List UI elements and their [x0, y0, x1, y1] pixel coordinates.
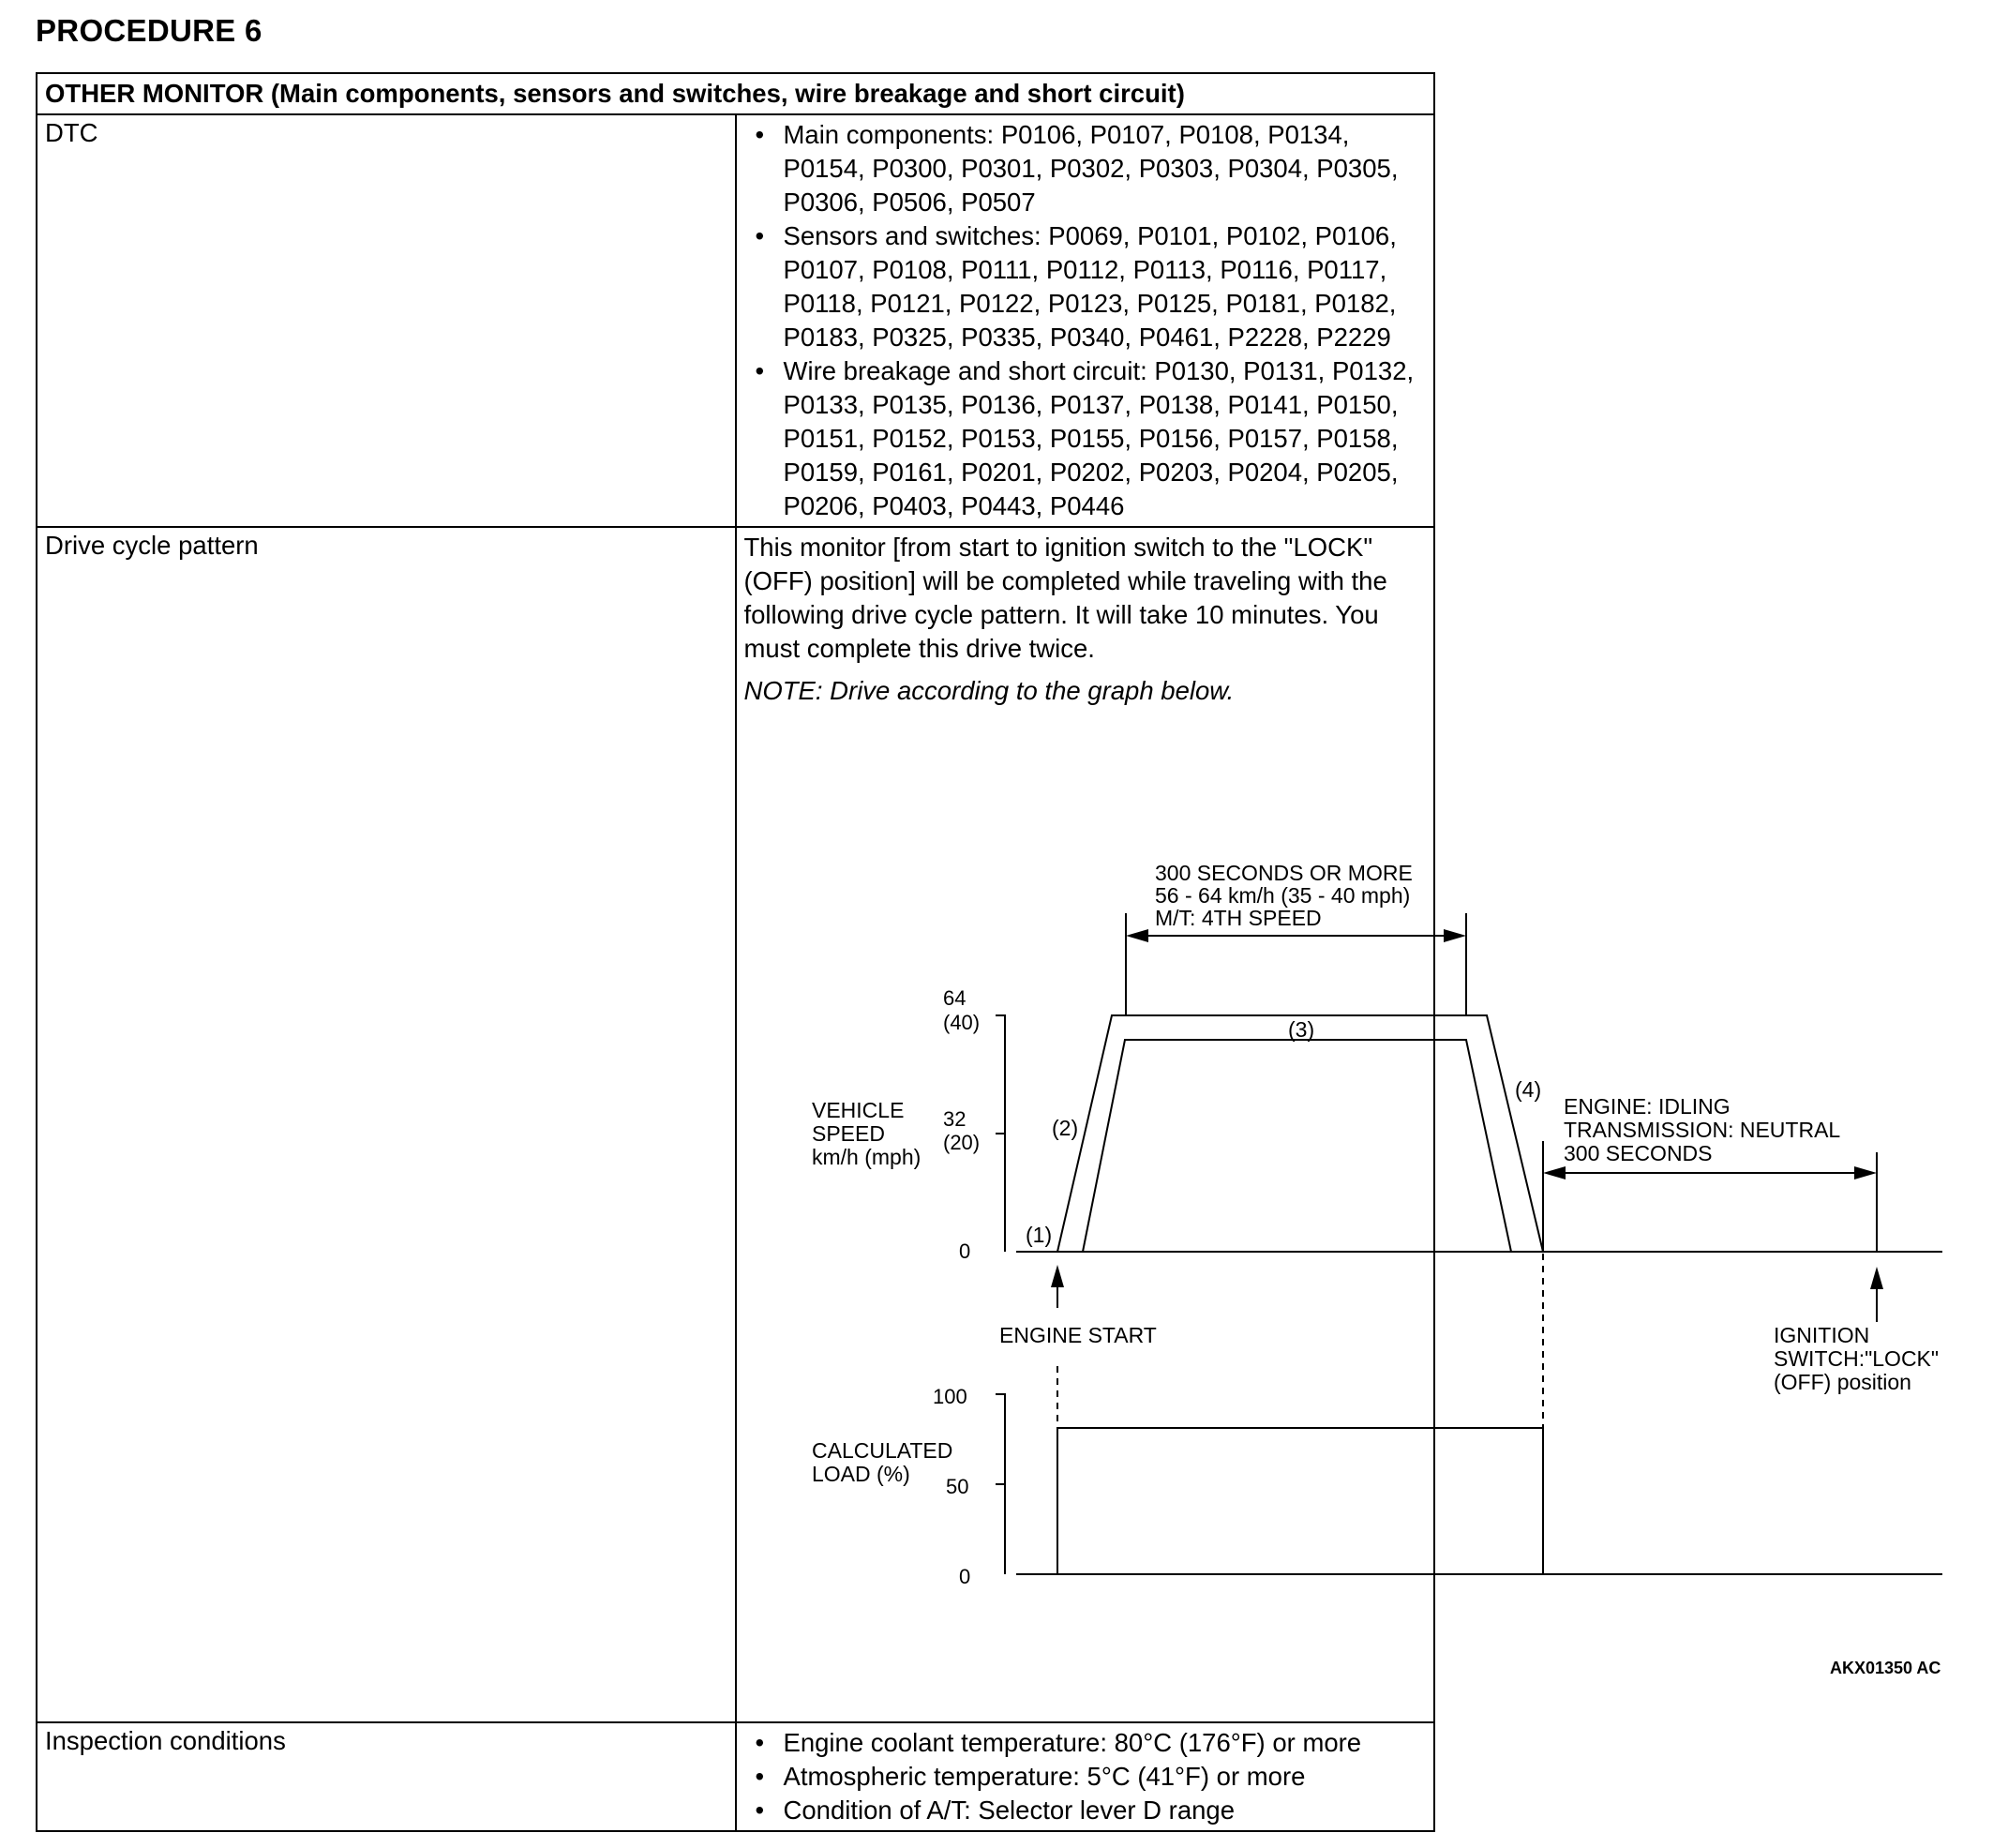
dtc-main-components: • Main components: P0106, P0107, P0108, P0134, P0154, P0300, P0301, P0302, P0303, P0304, P0305, P0306, P0506, P0507 — [744, 118, 1427, 219]
cruise-arrowhead-right — [1444, 929, 1466, 942]
drive-cycle-text: This monitor [from start to ignition switch to the "LOCK" (OFF) position] will be completed while traveling with the following drive cycle pattern. It will take 10 minutes. You must complete this drive twice. — [743, 533, 1387, 663]
speed-tick-40mph-label: (40) — [942, 1011, 980, 1034]
cruise-label-gear: M/T: 4TH SPEED — [1154, 906, 1322, 930]
idle-label-time: 300 SECONDS — [1563, 1141, 1713, 1165]
table-header: OTHER MONITOR (Main components, sensors and switches, wire breakage and short circuit) — [37, 73, 1434, 114]
speed-axis-title-line1: VEHICLE — [811, 1098, 904, 1122]
load-profile — [1057, 1428, 1543, 1574]
cruise-label-time: 300 SECONDS OR MORE — [1154, 861, 1413, 885]
speed-profile-outer — [1057, 1015, 1543, 1252]
engine-start-label: ENGINE START — [998, 1323, 1157, 1347]
ignition-off-arrowhead — [1870, 1267, 1883, 1289]
idle-arrowhead-right — [1854, 1166, 1877, 1179]
ignition-label-line1: IGNITION — [1773, 1323, 1869, 1347]
drive-cycle-content — [736, 527, 1941, 1722]
inspection-atmospheric: • Atmospheric temperature: 5°C (41°F) or more — [744, 1760, 1427, 1794]
engine-start-arrowhead — [1051, 1265, 1064, 1287]
inspection-label: Inspection conditions — [37, 1722, 736, 1831]
inspection-content — [736, 1722, 1435, 1831]
inspection-coolant: • Engine coolant temperature: 80°C (176°F) or more — [744, 1726, 1427, 1760]
load-axis-title-line2: LOAD (%) — [811, 1462, 910, 1486]
table-header-row — [37, 73, 1434, 114]
load-tick-100-label: 100 — [932, 1385, 967, 1408]
drive-cycle-graph — [538, 166, 2008, 1848]
speed-tick-64-label: 64 — [942, 986, 966, 1010]
step-2-label: (2) — [1051, 1116, 1078, 1140]
idle-label-engine: ENGINE: IDLING — [1563, 1094, 1731, 1119]
step-4-label: (4) — [1514, 1077, 1541, 1102]
dtc-wire-breakage: • Wire breakage and short circuit: P0130, P0131, P0132, P0133, P0135, P0136, P0137, P0138, P0141, P0150, P0151, P0152, P0153, P0155, P0156, P0157, P0158, P0159, P0161, P0201, P0202, P0203, P0204, P0205, P0206, P0403, P0443, P0446 — [744, 354, 1427, 523]
drive-cycle-label: Drive cycle pattern — [37, 527, 736, 1722]
drive-cycle-note: NOTE: Drive according to the graph below. — [743, 676, 1235, 705]
speed-tick-0-label: 0 — [958, 1240, 970, 1263]
inspection-list — [744, 1726, 1427, 1827]
ignition-label-line3: (OFF) position — [1773, 1370, 1911, 1394]
speed-axis-title-line3: km/h (mph) — [811, 1145, 921, 1169]
speed-axis-title-line2: SPEED — [811, 1121, 885, 1146]
dtc-sensors-switches: • Sensors and switches: P0069, P0101, P0102, P0106, P0107, P0108, P0111, P0112, P0113, P0116, P0117, P0118, P0121, P0122, P0123, P0125, P0181, P0182, P0183, P0325, P0335, P0340, P0461, P2228, P2229 — [744, 219, 1427, 354]
drive-cycle-row — [37, 527, 1434, 1722]
load-tick-0-label: 0 — [958, 1565, 970, 1588]
dtc-label: DTC — [37, 114, 736, 527]
idle-label-transmission: TRANSMISSION: NEUTRAL — [1563, 1118, 1840, 1142]
speed-tick-20mph-label: (20) — [942, 1131, 980, 1154]
procedure-title: PROCEDURE 6 — [36, 13, 262, 48]
cruise-arrowhead-left — [1126, 929, 1148, 942]
speed-tick-32-label: 32 — [942, 1107, 966, 1131]
drive-cycle-graph-area — [744, 708, 1941, 1720]
load-tick-50-label: 50 — [945, 1475, 968, 1498]
procedure-table — [36, 72, 1941, 1832]
ignition-label-line2: SWITCH:"LOCK" — [1773, 1346, 1939, 1371]
step-1-label: (1) — [1025, 1223, 1052, 1247]
idle-arrowhead-left — [1543, 1166, 1566, 1179]
load-axis-title-line1: CALCULATED — [811, 1438, 952, 1463]
inspection-at-condition: • Condition of A/T: Selector lever D range — [744, 1794, 1427, 1827]
figure-code: AKX01350 AC — [1829, 1659, 1941, 1677]
step-3-label: (3) — [1287, 1017, 1314, 1042]
cruise-label-speed: 56 - 64 km/h (35 - 40 mph) — [1154, 883, 1410, 908]
speed-profile-inner — [1083, 1040, 1511, 1252]
